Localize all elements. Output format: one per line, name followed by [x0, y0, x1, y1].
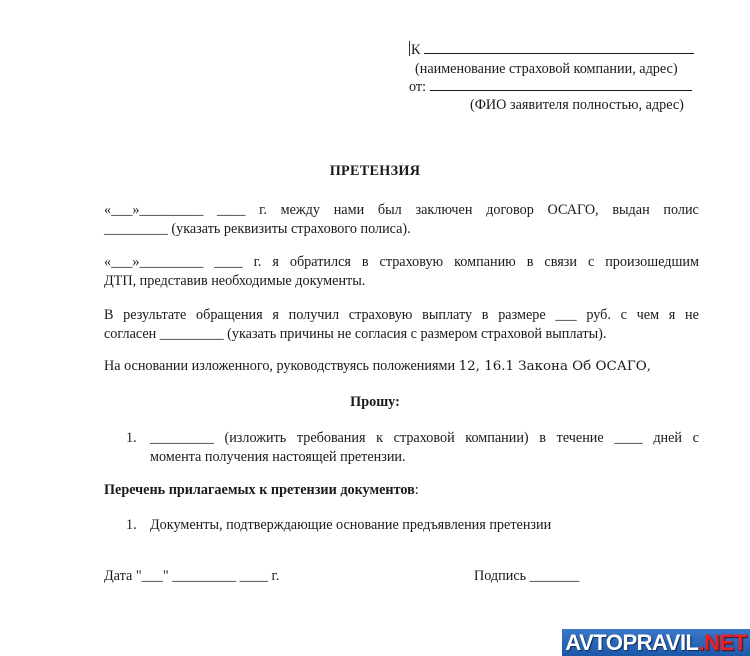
document-title: ПРЕТЕНЗИЯ — [329, 163, 421, 179]
paragraph-appeal — [104, 253, 699, 291]
word: ОСАГО, — [547, 202, 599, 218]
word: г. — [259, 202, 267, 218]
word: течение — [556, 430, 604, 446]
basis-text: На основании изложенного, руководствуясь положениями — [104, 358, 459, 374]
paragraph-payment — [104, 306, 699, 344]
word: был — [377, 202, 402, 218]
paragraph-legal-basis — [104, 357, 699, 376]
word: чем — [636, 307, 660, 323]
word: в — [481, 307, 489, 323]
demand-blank: _________ — [150, 430, 214, 446]
word: компании) — [465, 430, 529, 446]
date-field[interactable]: Дата "___" _________ ____ г. — [104, 568, 280, 584]
word: с — [692, 430, 699, 446]
to-caption: (наименование страховой компании, адрес) — [415, 61, 678, 77]
year-blank: ____ — [214, 254, 243, 270]
word: не — [685, 307, 699, 323]
word: размере — [498, 307, 546, 323]
applicant-blank[interactable] — [430, 78, 692, 91]
word: выплату — [422, 307, 473, 323]
text-cursor — [409, 41, 410, 56]
word: выдан — [612, 202, 650, 218]
word: обращения — [196, 307, 263, 323]
paragraph-line — [104, 357, 699, 376]
site-watermark-logo — [562, 629, 750, 656]
word: я — [668, 307, 676, 323]
word: страховую — [348, 307, 413, 323]
days-blank: ____ — [614, 430, 643, 446]
attachments-heading — [104, 482, 419, 499]
watermark-accent-text: .NET — [698, 629, 747, 655]
from-caption: (ФИО заявителя полностью, адрес) — [470, 97, 684, 113]
word: произошедшим — [605, 254, 699, 270]
paragraph-line: согласен _________ (указать причины не согласия с размером страховой выплаты). — [104, 326, 607, 342]
word: страховой — [393, 430, 455, 446]
list-text: Документы, подтверждающие основание предъявления претензии — [150, 517, 552, 533]
year-blank: ____ — [217, 202, 246, 218]
word: заключен — [415, 202, 473, 218]
list-line: момента получения настоящей претензии. — [150, 449, 406, 465]
addressee-from-line[interactable] — [409, 78, 692, 96]
word: между — [280, 202, 320, 218]
word: в — [539, 430, 546, 446]
to-prefix: К — [411, 42, 421, 58]
word: требования — [296, 430, 366, 446]
word: дней — [653, 430, 683, 446]
word: получил — [288, 307, 340, 323]
company-blank[interactable] — [424, 41, 694, 54]
word: связи — [544, 254, 577, 270]
word: компанию — [454, 254, 516, 270]
word: в — [361, 254, 369, 270]
request-heading: Прошу: — [350, 394, 400, 410]
word: с — [620, 307, 627, 323]
signature-field[interactable]: Подпись _______ — [474, 568, 580, 584]
request-list-item — [0, 429, 750, 469]
amount-blank: ___ — [555, 307, 577, 323]
word: руб. — [586, 307, 611, 323]
word: я — [272, 254, 279, 270]
word: в — [526, 254, 534, 270]
date-blank: «___»_________ — [104, 202, 204, 218]
watermark-main-text: AVTOPRAVIL — [565, 629, 699, 655]
list-number: 1. — [126, 430, 137, 446]
paragraph-line — [104, 306, 699, 325]
word: договор — [486, 202, 534, 218]
paragraph-line — [104, 253, 699, 272]
heading-colon: : — [414, 482, 419, 498]
paragraph-contract — [104, 201, 699, 239]
word: В — [104, 307, 114, 323]
word: (изложить — [224, 430, 287, 446]
word: я — [272, 307, 279, 323]
word: г. — [253, 254, 262, 270]
paragraph-line: ДТП, представив необходимые документы. — [104, 273, 366, 289]
paragraph-line: _________ (указать реквизиты страхового полиса). — [104, 221, 411, 237]
law-reference: 12, 16.1 Закона Об ОСАГО, — [458, 359, 651, 374]
attachments-heading-text: Перечень прилагаемых к претензии документов — [104, 482, 415, 498]
paragraph-line — [104, 201, 699, 220]
word: обратился — [289, 254, 351, 270]
date-blank: «___»_________ — [104, 254, 204, 270]
word: полис — [663, 202, 699, 218]
word: к — [376, 430, 384, 446]
word: результате — [123, 307, 187, 323]
list-number: 1. — [126, 517, 137, 533]
addressee-to-line[interactable] — [409, 41, 694, 59]
list-text — [150, 429, 699, 467]
from-prefix: от: — [409, 79, 427, 95]
word: страховую — [379, 254, 444, 270]
list-line — [150, 429, 699, 448]
attachment-list-item — [0, 516, 750, 536]
word: нами — [333, 202, 365, 218]
word: с — [587, 254, 595, 270]
